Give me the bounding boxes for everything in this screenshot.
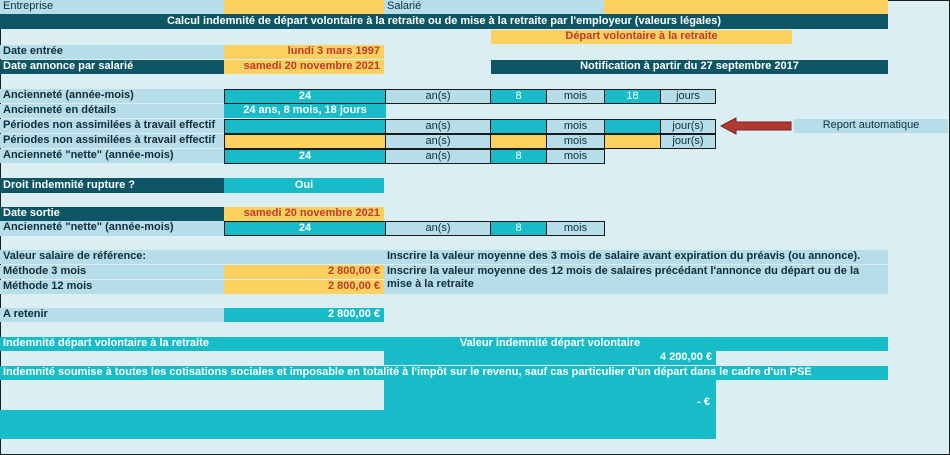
sortie-nette-years: 24 [224, 221, 386, 236]
date-annonce-input[interactable]: samedi 20 novembre 2021 [224, 60, 384, 74]
non-assim-months-unit-2: mois [546, 134, 605, 149]
anciennete-nette-years-unit: an(s) [385, 149, 491, 164]
a-retenir-value: 2 800,00 € [224, 308, 384, 322]
droit-label: Droit indemnité rupture ? [0, 178, 224, 193]
sortie-nette-label: Ancienneté "nette" (année-mois) [0, 221, 224, 236]
non-assim-days-input-2[interactable] [604, 134, 661, 149]
salaire-ref-label: Valeur salaire de référence: [0, 250, 224, 264]
result-note-fill [384, 380, 716, 395]
date-annonce-label: Date annonce par salarié [0, 60, 224, 74]
anciennete-nette-months-unit: mois [546, 149, 605, 164]
methode-12-mois-input[interactable]: 2 800,00 € [224, 280, 384, 294]
non-assim-months-input-2[interactable] [490, 134, 547, 149]
entreprise-input[interactable] [224, 0, 384, 14]
methode-12-mois-label: Méthode 12 mois [0, 280, 224, 294]
methode-3-mois-input[interactable]: 2 800,00 € [224, 265, 384, 279]
anciennete-details-value: 24 ans, 8 mois, 18 jours [224, 104, 386, 118]
droit-value: Oui [224, 178, 384, 193]
arrow-left-icon [720, 117, 792, 135]
anciennete-nette-months: 8 [490, 149, 547, 164]
anciennete-months-unit: mois [546, 89, 605, 104]
sortie-nette-months-unit: mois [546, 221, 605, 236]
date-entree-label: Date entrée [0, 45, 224, 59]
sortie-nette-years-unit: an(s) [385, 221, 491, 236]
anciennete-months: 8 [490, 89, 547, 104]
anciennete-years: 24 [224, 89, 386, 104]
anciennete-label: Ancienneté (année-mois) [0, 89, 224, 103]
anciennete-nette-label: Ancienneté "nette" (année-mois) [0, 149, 224, 163]
non-assim-days-unit-1: jour(s) [660, 119, 716, 134]
result-title-fill [716, 337, 888, 351]
salarie-label: Salarié [384, 0, 604, 14]
date-sortie-label: Date sortie [0, 207, 224, 221]
non-assim-years-1 [224, 119, 386, 134]
salarie-input[interactable] [604, 0, 888, 14]
anciennete-days: 18 [604, 89, 661, 104]
non-assim-days-unit-2: jour(s) [660, 134, 716, 149]
salaire-ref-blank [224, 250, 384, 264]
methode-3-mois-label: Méthode 3 mois [0, 265, 224, 279]
mode-select[interactable]: Départ volontaire à la retraite [491, 30, 792, 44]
date-sortie-input[interactable]: samedi 20 novembre 2021 [224, 207, 384, 221]
report-automatique-label: Report automatique [794, 119, 948, 133]
anciennete-days-unit: jours [660, 89, 716, 104]
non-assim-label-2: Périodes non assimilées à travail effectif [0, 134, 224, 148]
anciennete-details-label: Ancienneté en détails [0, 104, 224, 118]
notification-banner: Notification à partir du 27 septembre 2017 [491, 60, 888, 74]
non-assim-months-unit-1: mois [546, 119, 605, 134]
result-title: Indemnité départ volontaire à la retraite [0, 337, 384, 351]
sortie-nette-months: 8 [490, 221, 547, 236]
entreprise-label: Entreprise [0, 0, 224, 14]
a-retenir-label: A retenir [0, 308, 224, 322]
date-entree-input[interactable]: lundi 3 mars 1997 [224, 45, 384, 59]
non-assim-label-1: Périodes non assimilées à travail effectif [0, 119, 224, 133]
non-assim-days-1 [604, 119, 661, 134]
non-assim-years-input-2[interactable] [224, 134, 386, 149]
anciennete-years-unit: an(s) [385, 89, 491, 104]
valeur-indemnite-value: 4 200,00 € [384, 351, 716, 365]
note-12-mois: Inscrire la valeur moyenne des 12 mois de salaires précédant l'annonce du départ ou de la mise à la retraite [384, 265, 888, 294]
non-assim-years-unit-2: an(s) [385, 134, 491, 149]
note-3-mois: Inscrire la valeur moyenne des 3 mois de salaire avant expiration du préavis (ou annonce). [384, 250, 888, 264]
page-title: Calcul indemnité de départ volontaire à la retraite ou de mise à la retraite par l'employeur (valeurs légales) [0, 14, 888, 29]
result-note: Indemnité soumise à toutes les cotisations sociales et imposable en totalité à l'impôt sur le revenu, sauf cas particulier d'un départ dans le cadre d'un PSE [0, 366, 888, 380]
non-assim-months-1 [490, 119, 547, 134]
result-footer-fill [0, 410, 716, 439]
valeur-indemnite-label: Valeur indemnité départ volontaire [384, 337, 716, 351]
non-assim-years-unit-1: an(s) [385, 119, 491, 134]
pse-value: - € [384, 395, 716, 410]
anciennete-nette-years: 24 [224, 149, 386, 164]
